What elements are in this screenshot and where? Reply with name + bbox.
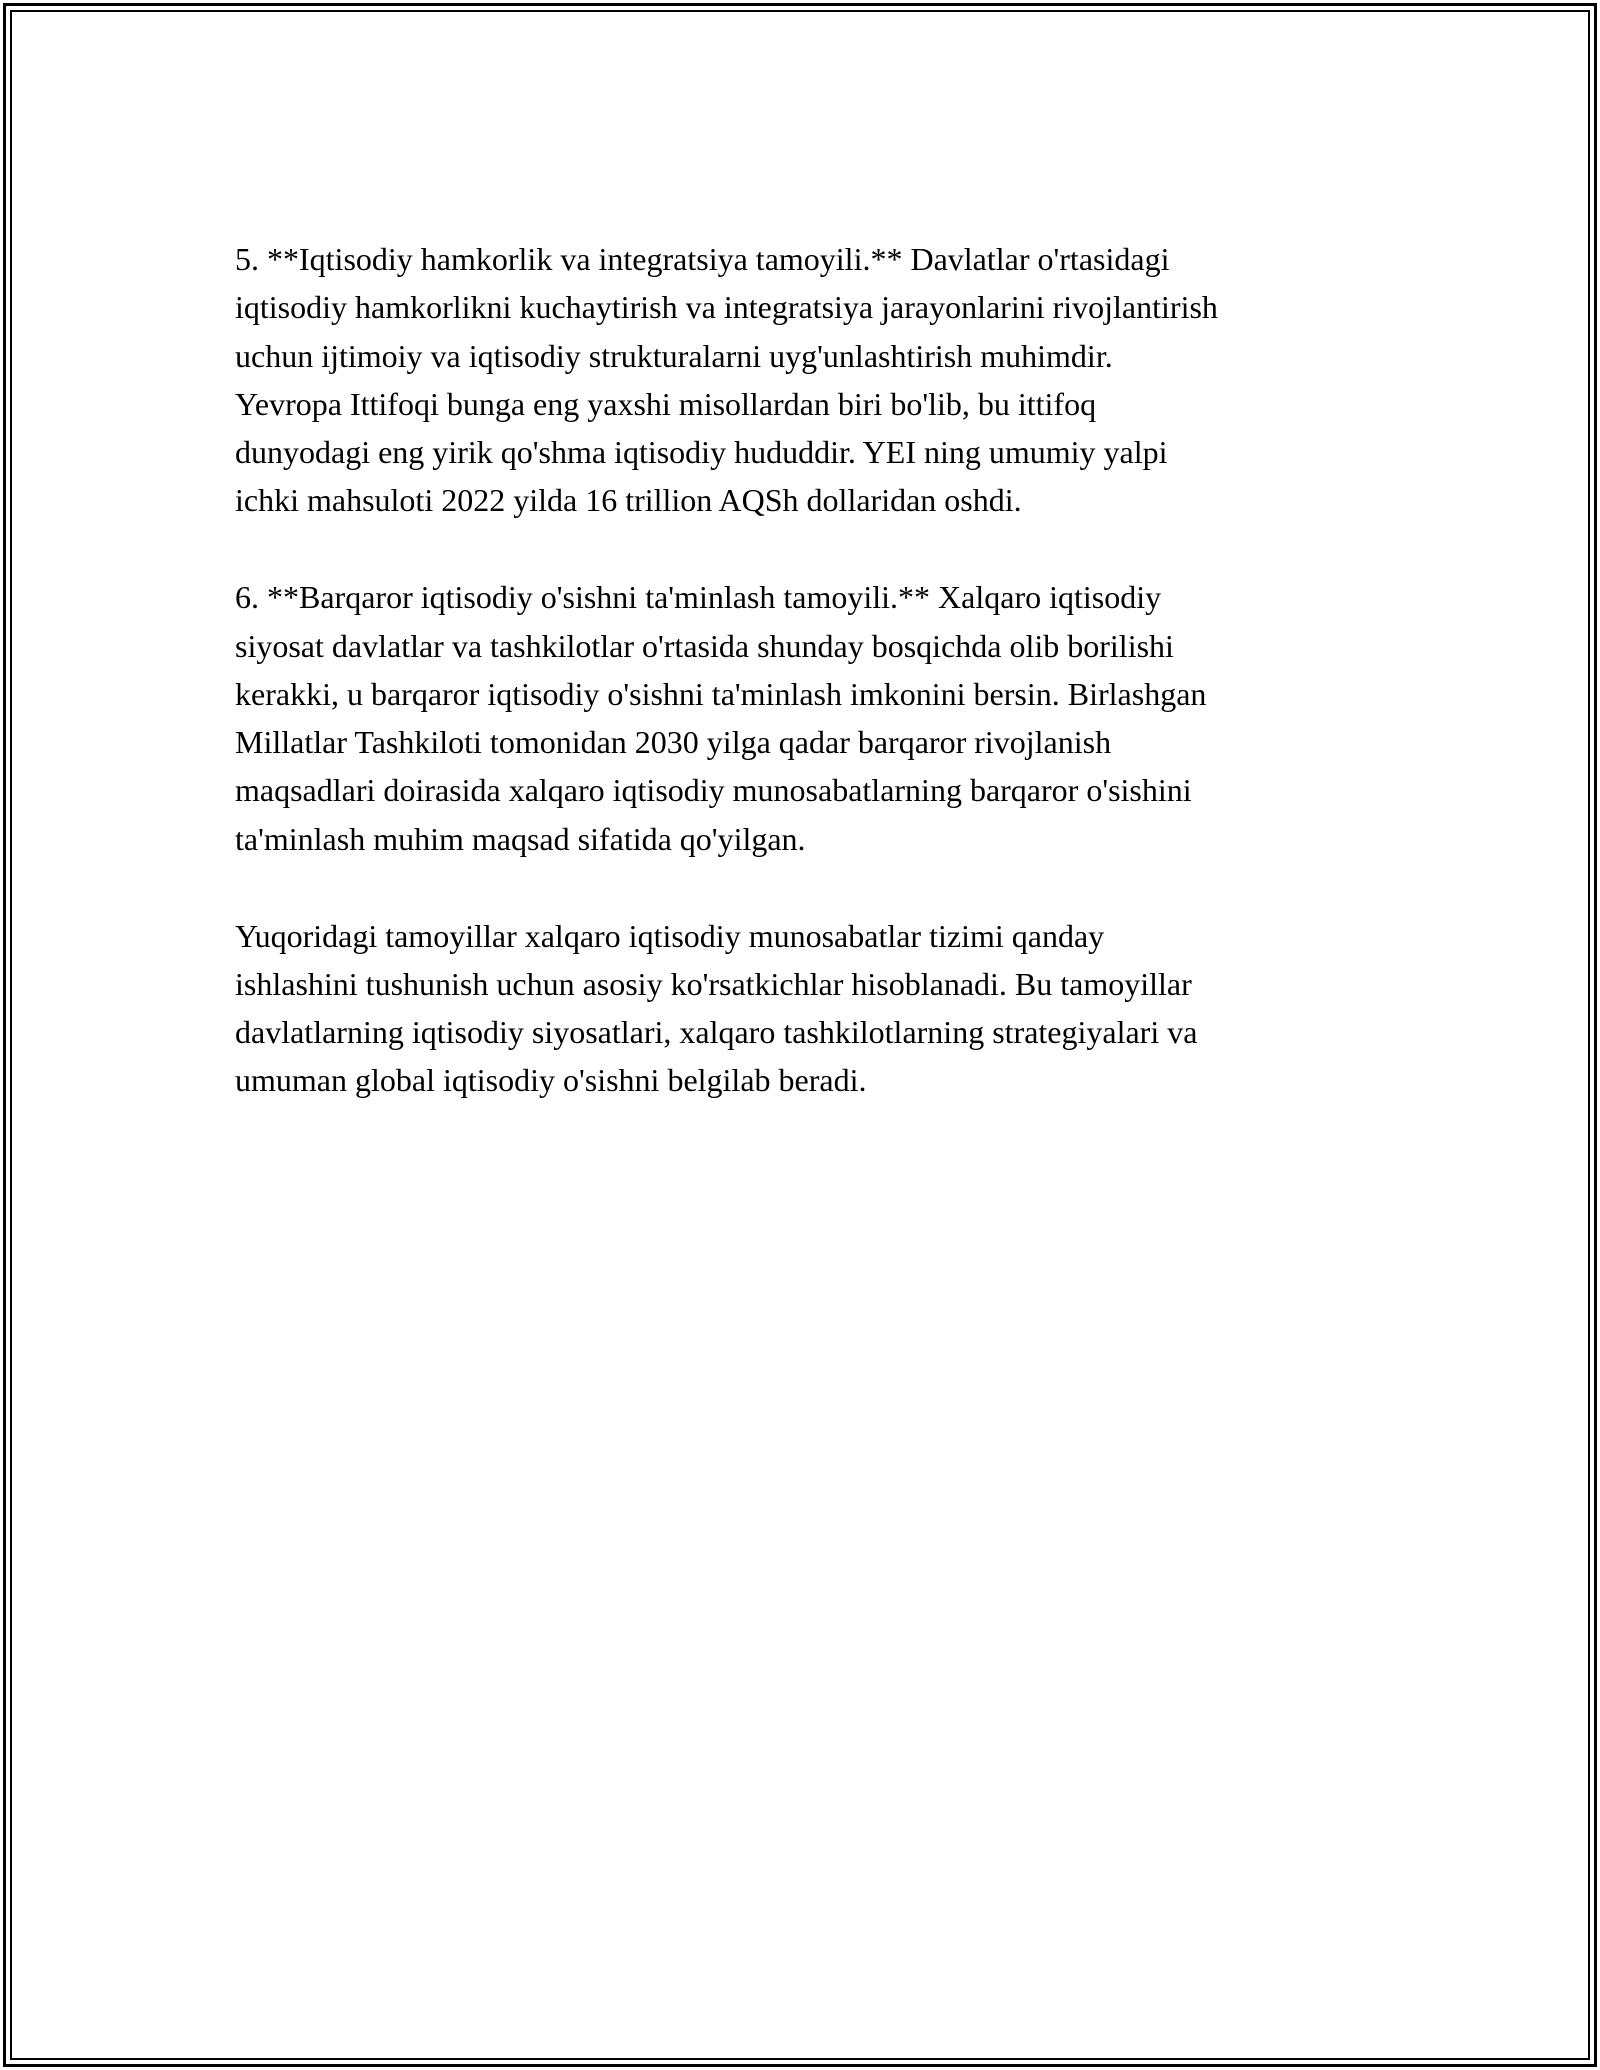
text-line: Yuqoridagi tamoyillar xalqaro iqtisodiy munosabatlar tizimi qanday <box>235 917 1105 954</box>
text-line: Millatlar Tashkiloti tomonidan 2030 yilga qadar barqaror rivojlanish <box>235 724 1112 761</box>
text-line: 5. **Iqtisodiy hamkorlik va integratsiya tamoyili.** Davlatlar o'rtasidagi <box>235 241 1170 277</box>
text-line: Yevropa Ittifoqi bunga eng yaxshi misollardan biri bo'lib, bu ittifoq <box>235 385 1097 422</box>
text-line: ichki mahsuloti 2022 yilda 16 trillion AQSh dollaridan oshdi. <box>235 482 1022 519</box>
text-line: umuman global iqtisodiy o'sishni belgilab beradi. <box>235 1062 867 1099</box>
document-body <box>235 235 1375 1105</box>
text-line: uchun ijtimoiy va iqtisodiy strukturalarni uyg'unlashtirish muhimdir. <box>235 337 1113 374</box>
paragraph-principle-5 <box>235 235 1375 525</box>
text-line: ta'minlash muhim maqsad sifatida qo'yilgan. <box>235 820 806 857</box>
text-line: iqtisodiy hamkorlikni kuchaytirish va integratsiya jarayonlarini rivojlantirish <box>235 289 1218 326</box>
text-line: kerakki, u barqaror iqtisodiy o'sishni ta'minlash imkonini bersin. Birlashgan <box>235 675 1207 712</box>
paragraph-principle-6 <box>235 573 1375 863</box>
text-line: ishlashini tushunish uchun asosiy ko'rsatkichlar hisoblanadi. Bu tamoyillar <box>235 965 1192 1002</box>
text-line: siyosat davlatlar va tashkilotlar o'rtasida shunday bosqichda olib borilishi <box>235 627 1174 664</box>
text-line: maqsadlari doirasida xalqaro iqtisodiy munosabatlarning barqaror o'sishini <box>235 772 1192 809</box>
paragraph-conclusion <box>235 912 1375 1105</box>
text-line: davlatlarning iqtisodiy siyosatlari, xalqaro tashkilotlarning strategiyalari va <box>235 1014 1198 1051</box>
text-line: dunyodagi eng yirik qo'shma iqtisodiy hududdir. YEI ning umumiy yalpi <box>235 434 1168 471</box>
text-line: 6. **Barqaror iqtisodiy o'sishni ta'minlash tamoyili.** Xalqaro iqtisodiy <box>235 579 1162 616</box>
